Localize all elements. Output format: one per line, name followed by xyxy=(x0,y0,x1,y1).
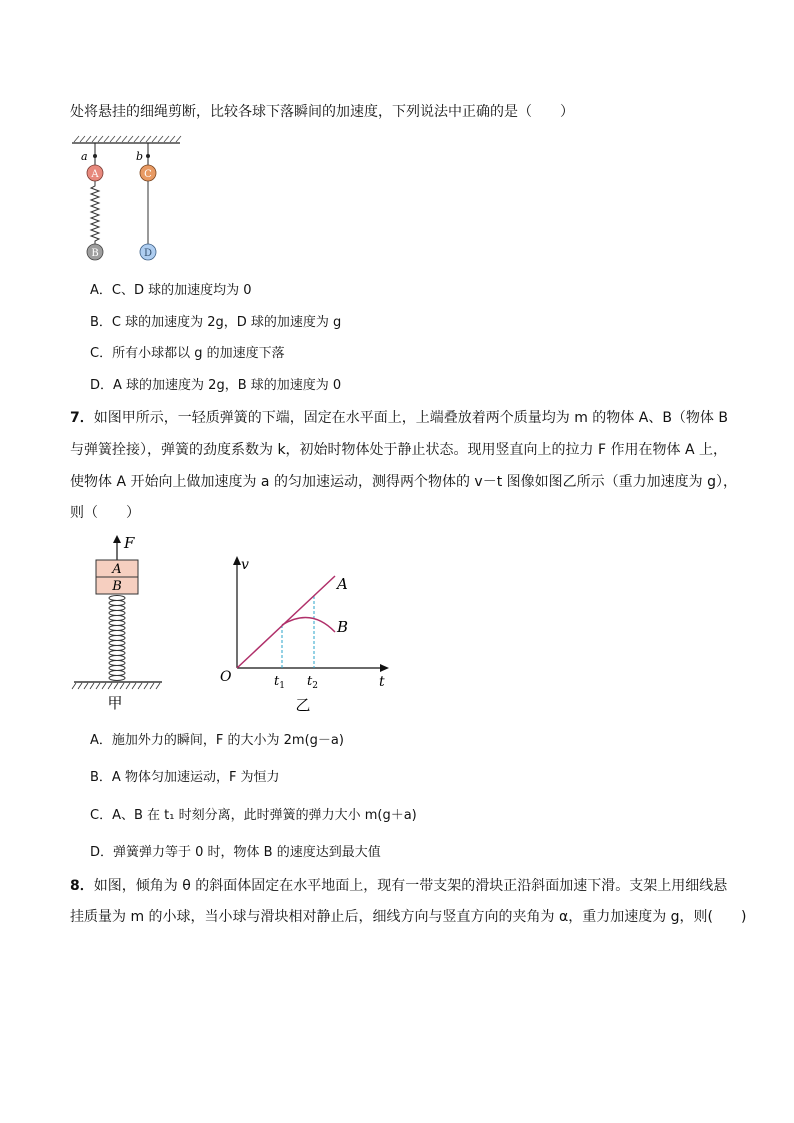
q6-option-c[interactable]: C．所有小球都以 g 的加速度下落 xyxy=(90,346,285,361)
block-b-label: B xyxy=(112,579,122,594)
ball-a-label: A xyxy=(91,169,99,180)
q8-text-1: 如图，倾角为 θ 的斜面体固定在水平地面上，现有一带支架的滑块正沿斜面加速下滑。支架上用细线悬 xyxy=(93,878,728,894)
coil-spring xyxy=(109,596,125,681)
q6-option-a[interactable]: A．C、D 球的加速度均为 0 xyxy=(90,283,252,298)
label-b: b xyxy=(136,150,144,163)
q6-option-d[interactable]: D．A 球的加速度为 2g，B 球的加速度为 0 xyxy=(90,378,342,393)
q7-option-d[interactable]: D．弹簧弹力等于 0 时，物体 B 的速度达到最大值 xyxy=(90,845,381,860)
caption-jia: 甲 xyxy=(107,694,123,712)
q6-figure xyxy=(70,132,190,267)
force-label: F xyxy=(124,534,135,552)
q8-stem-line1 xyxy=(70,876,727,896)
t2-label: $t_2$ xyxy=(307,674,318,691)
q7-option-b[interactable]: B．A 物体匀加速运动，F 为恒力 xyxy=(90,770,280,785)
ball-c-label: C xyxy=(144,169,152,180)
block-a-label: A xyxy=(112,562,122,577)
q7-figure-left xyxy=(70,532,170,717)
q6-stem-line: 处将悬挂的细绳剪断，比较各球下落瞬间的加速度，下列说法中正确的是（ ） xyxy=(70,104,574,120)
label-a: a xyxy=(81,150,88,163)
line-a-label: A xyxy=(337,575,348,593)
q6-option-b[interactable]: B．C 球的加速度为 2g，D 球的加速度为 g xyxy=(90,315,342,330)
spring-ab xyxy=(91,181,99,245)
caption-yi: 乙 xyxy=(295,696,311,714)
q7-stem-line3: 使物体 A 开始向上做加速度为 a 的匀加速运动，测得两个物体的 v－t 图像如图乙所示（重力加速度为 g）， xyxy=(70,474,737,490)
curve-b-label: B xyxy=(337,618,349,636)
t-axis-label: t xyxy=(379,674,385,690)
q7-figure-right xyxy=(215,552,400,717)
q7-stem-line4: 则（ ） xyxy=(70,505,140,521)
q7-option-c[interactable]: C．A、B 在 t₁ 时刻分离，此时弹簧的弹力大小 m(g＋a) xyxy=(90,808,417,823)
ceiling-hatch xyxy=(72,136,181,143)
q7-stem-line1 xyxy=(70,408,728,428)
origin-label: O xyxy=(220,669,232,685)
q8-stem-line2: 挂质量为 m 的小球，当小球与滑块相对静止后，细线方向与竖直方向的夹角为 α，重力加速度为 g，则( ) xyxy=(70,909,747,925)
curve-b xyxy=(282,617,335,632)
q8-number: 8． xyxy=(70,878,94,894)
t1-label: $t_1$ xyxy=(274,674,285,691)
q7-stem-line2: 与弹簧拴接），弹簧的劲度系数为 k，初始时物体处于静止状态。现用竖直向上的拉力 F 作用在物体 A 上， xyxy=(70,442,727,458)
q7-number: 7． xyxy=(70,410,94,426)
v-axis-label: v xyxy=(241,557,249,573)
ball-b-label: B xyxy=(91,248,99,259)
q7-text-1: 如图甲所示，一轻质弹簧的下端，固定在水平面上，上端叠放着两个质量均为 m 的物体 A、B（物体 B xyxy=(93,410,728,426)
q7-option-a[interactable]: A．施加外力的瞬间，F 的大小为 2m(g－a) xyxy=(90,733,344,748)
ball-d-label: D xyxy=(143,248,153,259)
